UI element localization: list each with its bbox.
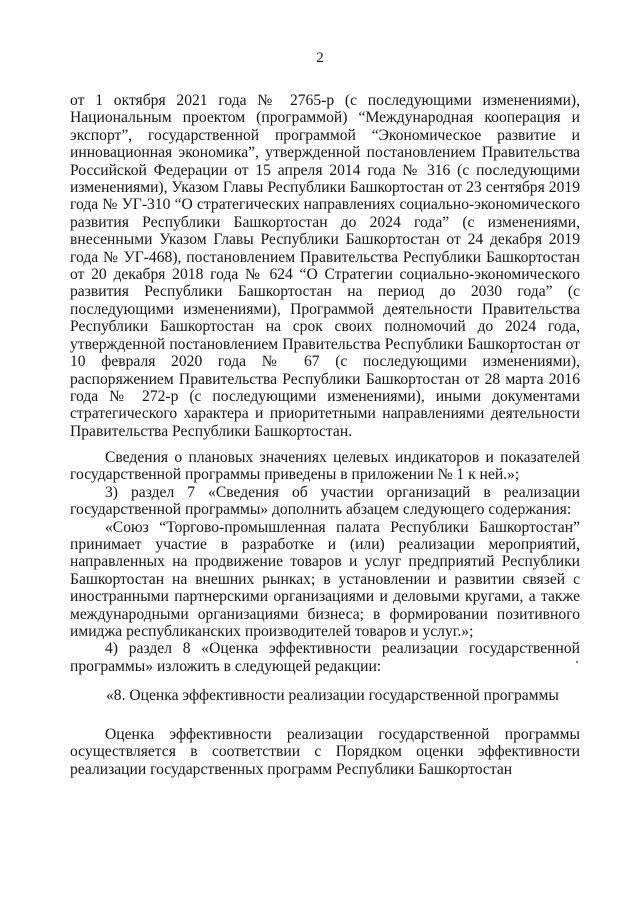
section-8-text-block bbox=[70, 726, 580, 778]
section-heading: «8. Оценка эффективности реализации государственной программы bbox=[106, 687, 559, 704]
scan-speck bbox=[576, 661, 578, 663]
paragraph-union-chamber: «Союз “Торгово-промышленная палата Республики Башкортостан” принимает участие в разработке и (или) реализации мероприятий, направленных на продвижение товаров и услуг предприятий Республики Башкортостан на внешних рынках; в установлении и развитии связей с иностранными партнерскими организациями и деловыми кругами, а также международными организациями бизнеса; в формировании позитивного имиджа республиканских производителей товаров и услуг.»; bbox=[70, 518, 580, 641]
paragraph-indicators-info: Сведения о плановых значениях целевых индикаторов и показателей государственной программы приведены в приложении № 1 к ней.»; bbox=[70, 449, 580, 484]
paragraph-legal-bases: от 1 октября 2021 года № 2765-р (с последующими изменениями), Национальным проектом (программой) “Международная кооперация и экспорт”, государственной программой “Экономическое развитие и инновационная экономика”, утвержденной постановлением Правительства Российской Федерации от 15 апреля 2014 года № 316 (с последующими изменениями), Указом Главы Республики Башкортостан от 23 сентября 2019 года № УГ-310 “О стратегических направлениях социально-экономического развития Республики Башкортостан до 2024 года” (с изменениями, внесенными Указом Главы Республики Башкортостан от 24 декабря 2019 года № УГ-468), постановлением Правительства Республики Башкортостан от 20 декабря 2018 года № 624 “О Стратегии социально-экономического развития Республики Башкортостан на период до 2030 года” (с последующими изменениями), Программой деятельности Правительства Республики Башкортостан на срок своих полномочий до 2024 года, утвержденной постановлением Правительства Республики Башкортостан от 10 февраля 2020 года № 67 (с последующими изменениями), распоряжением Правительства Республики Башкортостан от 28 марта 2016 года № 272-р (с последующими изменениями), иными документами стратегического характера и приоритетными направлениями деятельности Правительства Республики Башкортостан. bbox=[70, 92, 580, 440]
amendments-text-block bbox=[70, 449, 580, 675]
paragraph-efficiency-assessment: Оценка эффективности реализации государственной программы осуществляется в соответствии с Порядком оценки эффективности реализации государственных программ Республики Башкортостан bbox=[70, 726, 580, 778]
continued-text-block bbox=[70, 92, 580, 440]
page-number: 2 bbox=[316, 50, 324, 66]
paragraph-amendment-4: 4) раздел 8 «Оценка эффективности реализации государственной программы» изложить в следующей редакции: bbox=[70, 640, 580, 675]
paragraph-amendment-3: 3) раздел 7 «Сведения об участии организаций в реализации государственной программы» дополнить абзацем следующего содержания: bbox=[70, 483, 580, 519]
